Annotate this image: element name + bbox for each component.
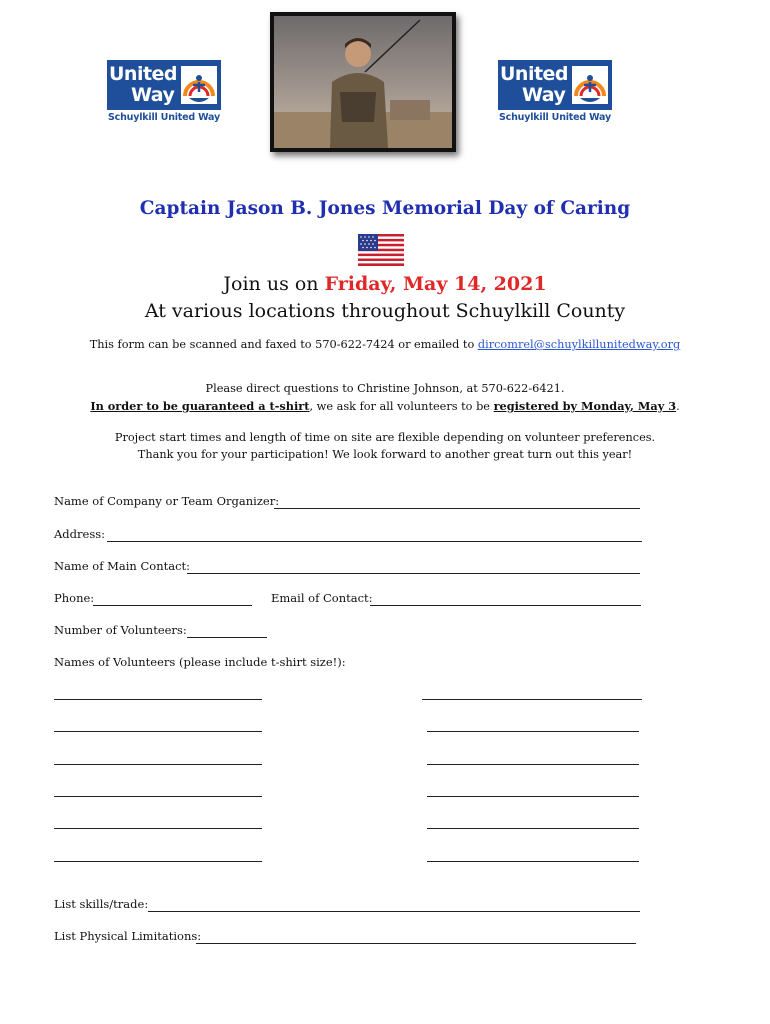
event-title: Captain Jason B. Jones Memorial Day of Caring xyxy=(139,198,631,219)
address-field[interactable] xyxy=(107,541,642,542)
locations-line: At various locations throughout Schuylkill County xyxy=(144,300,626,322)
volunteers-label: Number of Volunteers: xyxy=(54,623,187,637)
skills-label: List skills/trade: xyxy=(54,897,149,911)
email-label: Email of Contact: xyxy=(271,591,373,605)
questions-line: Please direct questions to Christine Johnson, at 570-622-6421. xyxy=(205,382,565,395)
volunteer-name-field[interactable] xyxy=(54,731,262,732)
volunteer-name-field[interactable] xyxy=(54,861,262,862)
volunteer-name-field[interactable] xyxy=(54,699,262,700)
project-note: Project start times and length of time on site are flexible depending on volunteer preferences. xyxy=(114,431,656,444)
hand-rainbow-icon xyxy=(181,66,217,104)
soldier-photo xyxy=(270,12,456,152)
email-link[interactable]: dircomrel@schuylkillunitedway.org xyxy=(477,338,681,351)
submit-instructions: This form can be scanned and faxed to 570-622-7424 or emailed to dircomrel@schuylkillunitedway.org xyxy=(89,338,681,351)
volunteer-name-field[interactable] xyxy=(427,828,639,829)
volunteer-name-field[interactable] xyxy=(427,764,639,765)
contact-field[interactable] xyxy=(187,573,640,574)
volunteer-name-field[interactable] xyxy=(427,861,639,862)
company-field[interactable] xyxy=(274,508,640,509)
limitations-label: List Physical Limitations: xyxy=(54,929,202,943)
hand-rainbow-icon xyxy=(572,66,608,104)
tshirt-line: In order to be guaranteed a t-shirt, we ask for all volunteers to be registered by Monday, May 3. xyxy=(90,399,680,413)
event-date: Friday, May 14, 2021 xyxy=(324,273,547,295)
thanks-line: Thank you for your participation! We look forward to another great turn out this year! xyxy=(137,448,633,461)
names-label: Names of Volunteers (please include t-shirt size!): xyxy=(54,655,346,669)
limitations-field[interactable] xyxy=(196,943,636,944)
address-label: Address: xyxy=(54,527,106,541)
company-label: Name of Company or Team Organizer: xyxy=(54,494,280,508)
contact-label: Name of Main Contact: xyxy=(54,559,191,573)
skills-field[interactable] xyxy=(148,911,640,912)
volunteer-name-field[interactable] xyxy=(54,764,262,765)
volunteer-count-field[interactable] xyxy=(187,637,267,638)
phone-field[interactable] xyxy=(93,605,252,606)
volunteer-name-field[interactable] xyxy=(427,796,639,797)
volunteer-name-field[interactable] xyxy=(54,796,262,797)
volunteer-name-field[interactable] xyxy=(54,828,262,829)
join-line: Join us on Friday, May 14, 2021 xyxy=(223,273,547,295)
us-flag-icon xyxy=(358,234,404,266)
united-way-logo-left: United Way Schuylkill United Way xyxy=(107,60,221,128)
united-way-logo-right: United Way Schuylkill United Way xyxy=(498,60,612,128)
volunteer-name-field[interactable] xyxy=(427,731,639,732)
volunteer-name-field[interactable] xyxy=(422,699,642,700)
phone-label: Phone: xyxy=(54,591,95,605)
email-field[interactable] xyxy=(370,605,641,606)
